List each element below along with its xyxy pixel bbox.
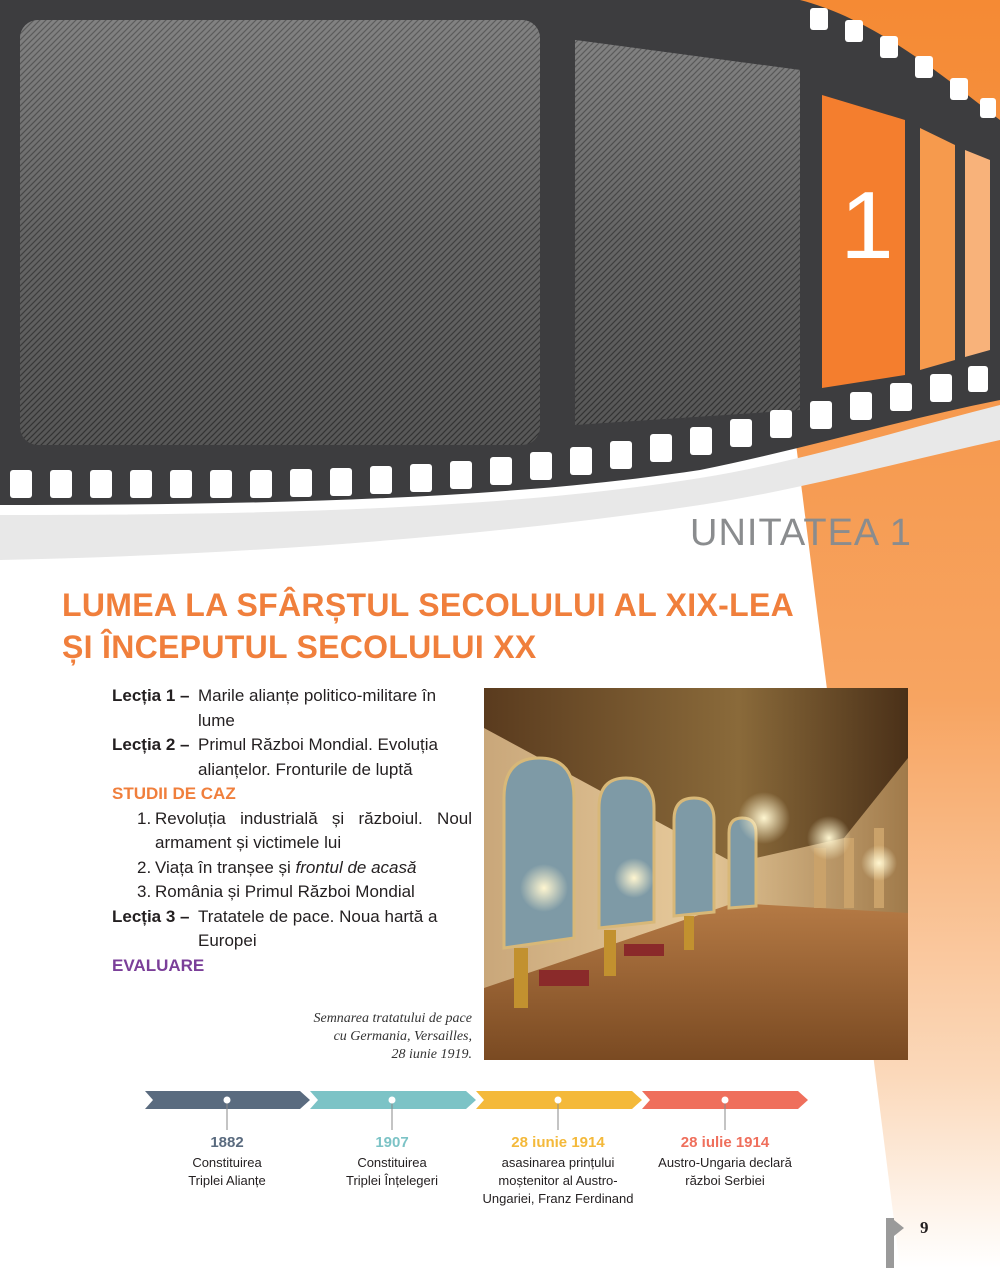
timeline-event-2-line-1: Constituirea [357, 1155, 427, 1170]
timeline-event-1 [132, 1134, 322, 1190]
timeline-dot-1914-july [722, 1097, 729, 1104]
toc-case-1 [112, 807, 472, 856]
toc-lesson-3-key: Lecția 3 – [112, 906, 190, 926]
toc-evaluation-heading: EVALUARE [112, 955, 205, 975]
timeline-event-2-line-2: Triplei Înțelegeri [345, 1173, 438, 1188]
unit-title-line-2: ȘI ÎNCEPUTUL SECOLULUI XX [62, 629, 537, 665]
toc-case-2-text [155, 856, 472, 881]
timeline-event-3-date: 28 iunie 1914 [511, 1134, 605, 1151]
timeline-event-3 [463, 1134, 653, 1208]
timeline-event-3-line-3: Ungariei, Franz Ferdinand [482, 1191, 634, 1206]
toc-case-1-text: Revoluția industrială și războiul. Noul armament și victimele lui [155, 808, 472, 852]
toc-lesson-2 [112, 733, 472, 782]
toc-lesson-2-text: Primul Război Mondial. Evoluția alianțelor. Fronturile de luptă [198, 735, 438, 779]
toc-case-2-text-italic: frontul de acasă [295, 857, 417, 877]
toc-lesson-1-text: Marile alianțe politico-militare în lume [198, 686, 437, 730]
timeline-event-4-line-2: război Serbiei [685, 1173, 765, 1188]
toc-case-3 [112, 880, 472, 905]
photo-caption-line-1: Semnarea tratatului de pace [313, 1011, 472, 1026]
timeline-event-1-line-2: Triplei Alianțe [188, 1173, 266, 1188]
toc-case-studies-heading: STUDII DE CAZ [112, 784, 236, 803]
toc-case-2-num: 2. [137, 857, 152, 877]
timeline-event-4-date: 28 iulie 1914 [680, 1134, 770, 1151]
photo-caption-line-2: cu Germania, Versailles, [333, 1029, 472, 1044]
toc-case-1-num: 1. [137, 808, 152, 828]
page-number: 9 [920, 1218, 929, 1237]
timeline-dot-1882 [224, 1097, 231, 1104]
toc-case-2 [112, 856, 472, 881]
timeline-event-1-date: 1882 [210, 1134, 244, 1151]
timeline-event-4 [630, 1134, 820, 1190]
timeline-dot-1907 [389, 1097, 396, 1104]
toc-lesson-3-text: Tratatele de pace. Noua hartă a Europei [198, 906, 438, 950]
toc-case-3-num: 3. [137, 882, 152, 901]
photo-caption-line-3: 28 iunie 1919. [391, 1047, 472, 1062]
toc-lesson-3 [112, 905, 472, 954]
toc-case-3-text: România și Primul Război Mondial [155, 882, 415, 901]
timeline-event-4-line-1: Austro-Ungaria declară [658, 1155, 792, 1170]
unit-number: 1 [840, 172, 894, 279]
hall-of-mirrors-photo [484, 688, 908, 1060]
timeline-event-2 [297, 1134, 487, 1190]
timeline-event-3-line-1: asasinarea prințului [501, 1155, 615, 1170]
toc-lesson-1 [112, 684, 472, 733]
unit-title [62, 584, 862, 668]
page-marker [886, 1218, 908, 1268]
film-strip [0, 0, 1000, 600]
timeline-event-3-line-2: moștenitor al Austro- [498, 1173, 618, 1188]
timeline-dot-1914-june [555, 1097, 562, 1104]
unit-title-line-1: LUMEA LA SFÂRȘTUL SECOLULUI AL XIX-LEA [62, 587, 794, 623]
timeline-event-2-date: 1907 [375, 1134, 409, 1151]
toc-lesson-2-key: Lecția 2 – [112, 735, 190, 754]
toc-case-2-text-plain: Viața în tranșee și [155, 857, 296, 877]
unit-label: UNITATEA 1 [690, 512, 912, 554]
table-of-contents [112, 684, 472, 978]
toc-lesson-1-key: Lecția 1 – [112, 686, 190, 705]
timeline-event-1-line-1: Constituirea [192, 1155, 262, 1170]
photo-caption [240, 1010, 472, 1064]
